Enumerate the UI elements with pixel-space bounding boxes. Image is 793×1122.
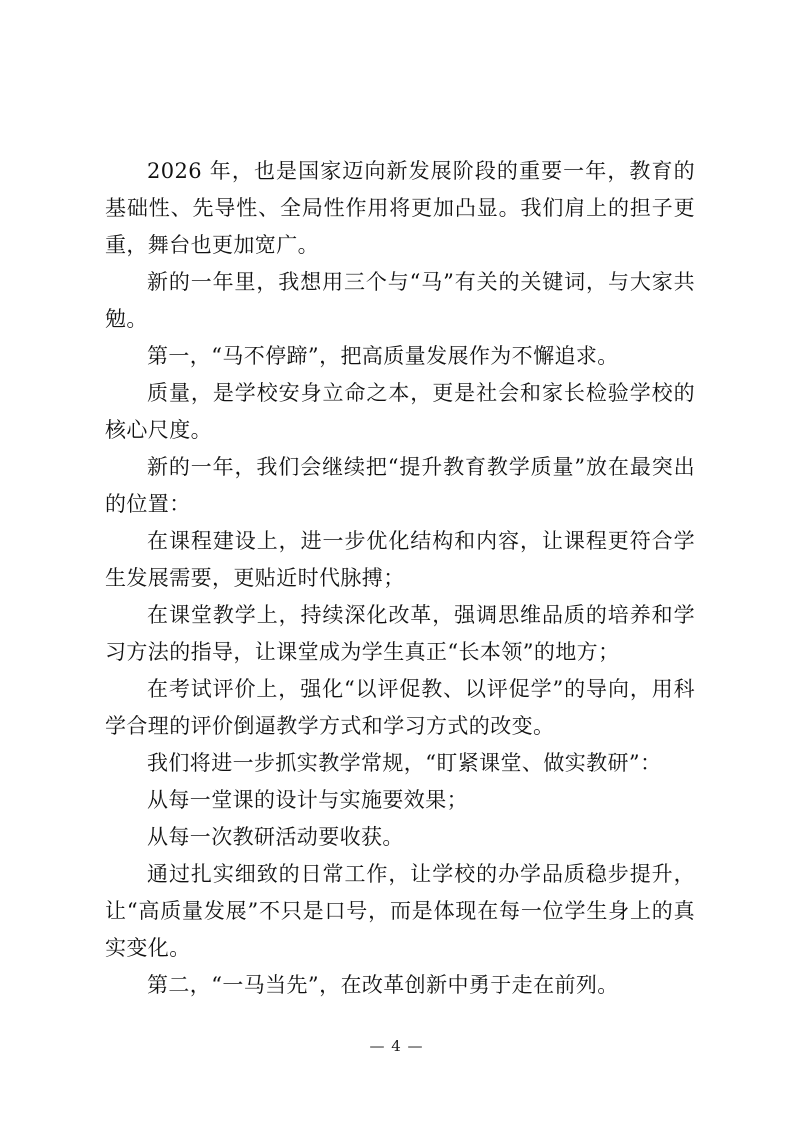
paragraph: 在课堂教学上，持续深化改革，强调思维品质的培养和学习方法的指导，让课堂成为学生真正“长本领”的地方；: [105, 603, 695, 664]
paragraph: 我们将进一步抓实教学常规，“盯紧课堂、做实教研”：: [147, 751, 662, 775]
paragraph: 在考试评价上，强化“以评促教、以评促学”的导向，用科学合理的评价倒逼教学方式和学习方式的改变。: [105, 677, 695, 738]
page-number: — 4 —: [369, 1037, 424, 1055]
paragraph: 新的一年，我们会继续把“提升教育教学质量”放在最突出的位置：: [105, 455, 695, 516]
paragraph: 质量，是学校安身立命之本，更是社会和家长检验学校的核心尺度。: [105, 381, 695, 442]
paragraph: 2026 年，也是国家迈向新发展阶段的重要一年，教育的基础性、先导性、全局性作用将更加凸显。我们肩上的担子更重，舞台也更加宽广。: [105, 159, 695, 257]
paragraph: 通过扎实细致的日常工作，让学校的办学品质稳步提升，让“高质量发展”不只是口号，而是体现在每一位学生身上的真实变化。: [105, 862, 695, 960]
paragraph: 第一，“马不停蹄”，把高质量发展作为不懈追求。: [147, 344, 619, 368]
document-body: [105, 153, 695, 1004]
paragraph: 在课程建设上，进一步优化结构和内容，让课程更符合学生发展需要，更贴近时代脉搏；: [105, 529, 695, 590]
paragraph: 从每一堂课的设计与实施要效果；: [147, 788, 468, 812]
paragraph: 第二，“一马当先”，在改革创新中勇于走在前列。: [147, 973, 619, 997]
paragraph: 从每一次教研活动要收获。: [147, 825, 404, 849]
paragraph: 新的一年里，我想用三个与“马”有关的关键词，与大家共勉。: [105, 270, 695, 331]
